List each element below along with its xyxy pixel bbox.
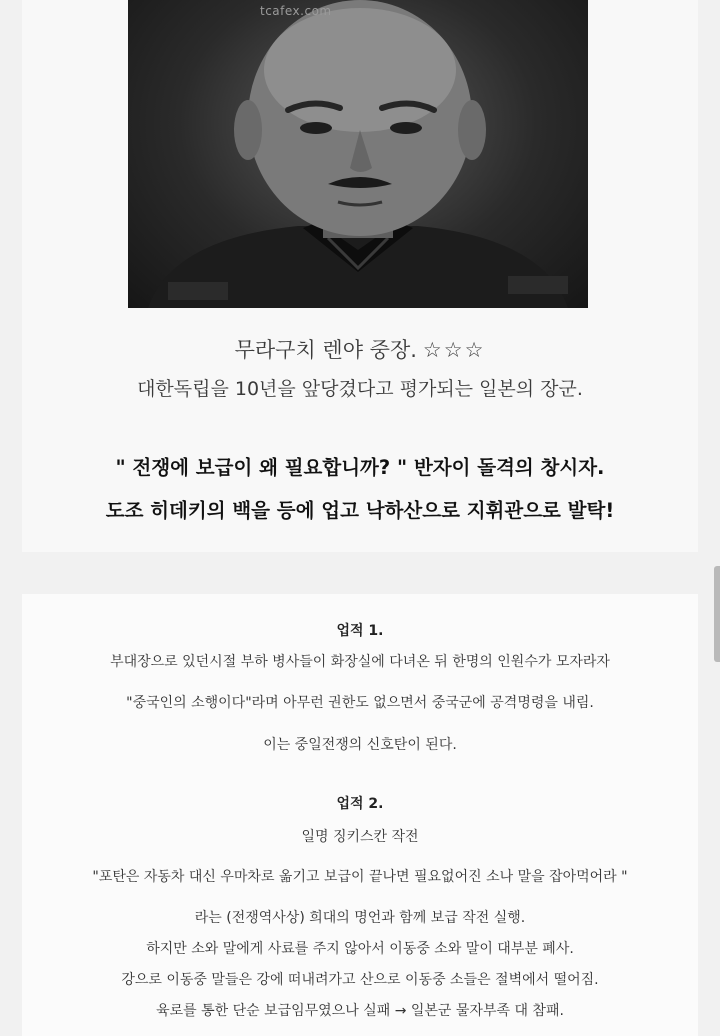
achievement-2-line: 하지만 소와 말에게 사료를 주지 않아서 이동중 소와 말이 대부분 폐사.	[146, 941, 574, 957]
general-subtitle: 대한독립을 10년을 앞당겼다고 평가되는 일본의 장군.	[137, 378, 583, 400]
quote-line: " 전쟁에 보급이 왜 필요합니까? " 반자이 돌격의 창시자.	[115, 456, 605, 479]
rank-stars: ☆☆☆	[422, 338, 486, 362]
photo-watermark: tcafex.com	[260, 4, 332, 18]
portrait-photo	[128, 0, 588, 308]
scrollbar-thumb[interactable]	[714, 566, 720, 662]
general-name: 무라구치 렌야 중장.	[234, 338, 417, 362]
achievement-2-line: 강으로 이동중 말들은 강에 떠내려가고 산으로 이동중 소들은 절벽에서 떨어짐.	[121, 972, 599, 988]
achievement-2-line: 육로를 통한 단순 보급임무였으나 실패 → 일본군 물자부족 대 참패.	[156, 1003, 564, 1019]
achievement-2-line: "포탄은 자동차 대신 우마차로 옮기고 보급이 끝나면 필요없어진 소나 말을 잡아먹어라 "	[92, 869, 628, 885]
general-name-line	[0, 334, 720, 364]
achievement-2-title: 업적 2.	[336, 796, 384, 812]
promotion-line: 도조 히데키의 백을 등에 업고 낙하산으로 지휘관으로 발탁!	[105, 499, 615, 522]
portrait-illustration	[128, 0, 588, 308]
achievement-1-line: 이는 중일전쟁의 신호탄이 된다.	[263, 737, 457, 753]
achievement-2-line: 일명 징키스칸 작전	[301, 829, 419, 845]
achievement-1-title: 업적 1.	[336, 623, 384, 639]
achievement-2-line: 라는 (전쟁역사상) 희대의 명언과 함께 보급 작전 실행.	[194, 910, 526, 926]
achievement-1-line: "중국인의 소행이다"라며 아무런 권한도 없으면서 중국군에 공격명령을 내림.	[126, 695, 594, 711]
achievement-1-line: 부대장으로 있던시절 부하 병사들이 화장실에 다녀온 뒤 한명의 인원수가 모자라자	[110, 654, 610, 670]
